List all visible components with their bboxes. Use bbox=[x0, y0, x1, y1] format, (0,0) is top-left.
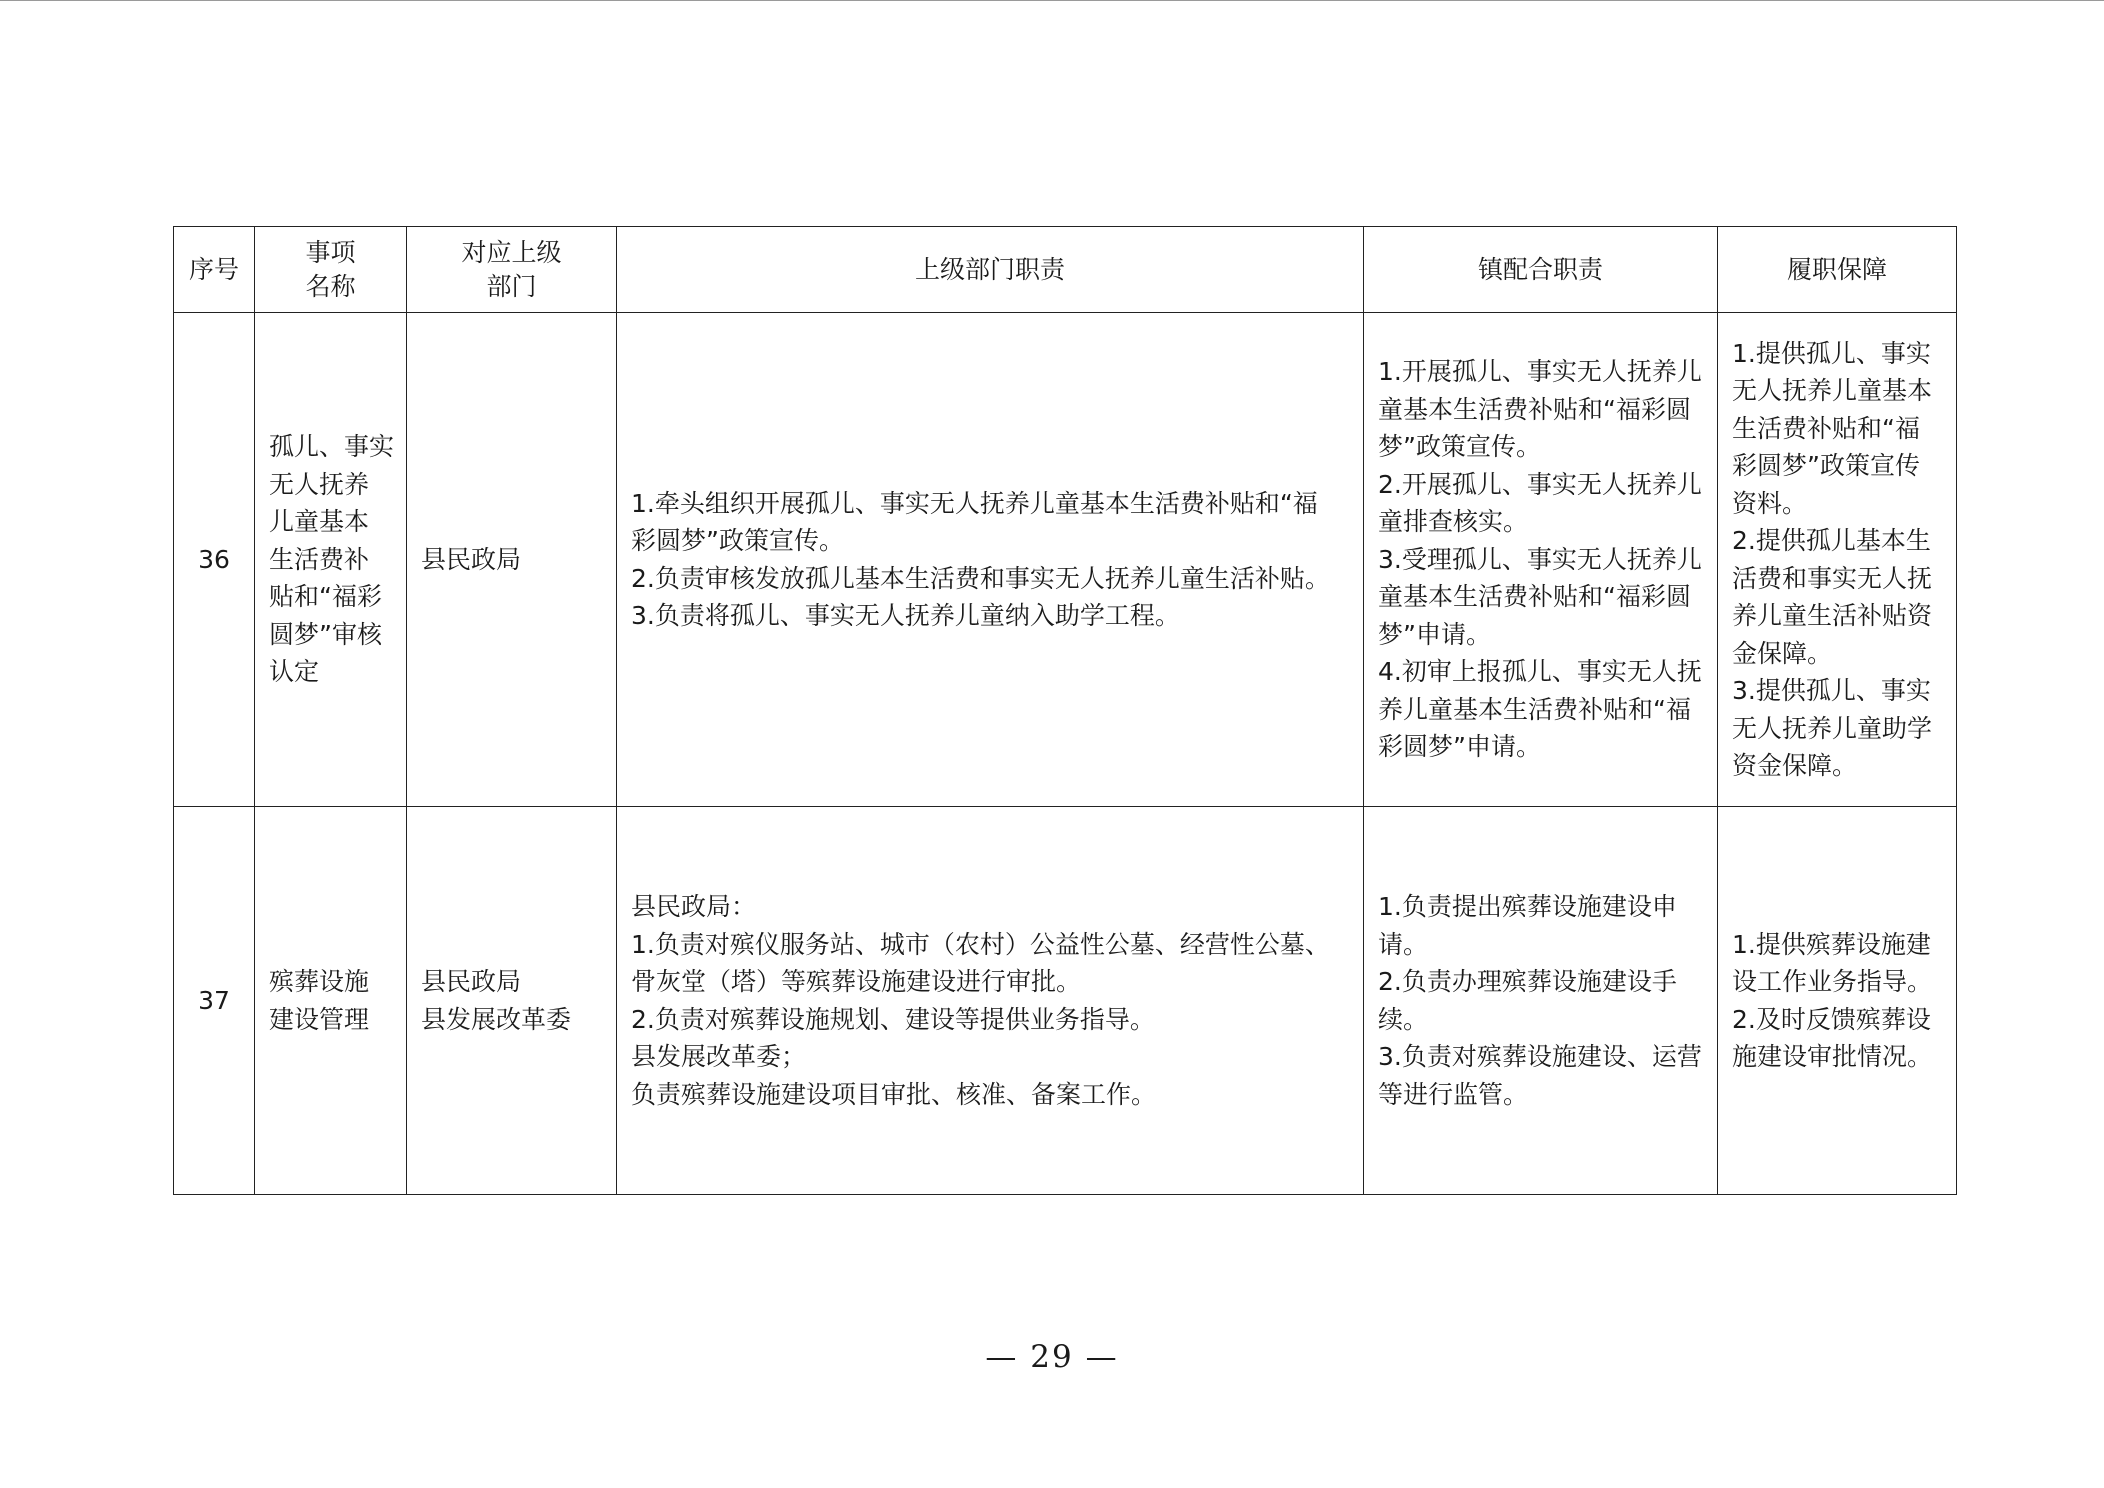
upper-duty-cell: 1.牵头组织开展孤儿、事实无人抚养儿童基本生活费补贴和“福 彩圆梦”政策宣传。 2.负责审核发放孤儿基本生活费和事实无人抚养儿童生活补贴。 3.负责将孤儿、事实无人抚养儿童纳入助学工程。 bbox=[617, 313, 1364, 807]
row-index: 37 bbox=[174, 807, 255, 1195]
header-upper-duty: 上级部门职责 bbox=[617, 227, 1364, 313]
item-name-cell: 孤儿、事实 无人抚养 儿童基本 生活费补 贴和“福彩 圆梦”审核 认定 bbox=[255, 313, 407, 807]
item-name-cell: 殡葬设施 建设管理 bbox=[255, 807, 407, 1195]
upper-dept-cell: 县民政局 bbox=[407, 313, 617, 807]
header-upper-dept: 对应上级 部门 bbox=[407, 227, 617, 313]
page-number: — 29 — bbox=[985, 1339, 1119, 1375]
header-item-name: 事项 名称 bbox=[255, 227, 407, 313]
header-index: 序号 bbox=[174, 227, 255, 313]
table-row bbox=[174, 807, 1957, 1195]
guarantee-cell: 1.提供殡葬设施建 设工作业务指导。 2.及时反馈殡葬设 施建设审批情况。 bbox=[1718, 807, 1957, 1195]
row-index: 36 bbox=[174, 313, 255, 807]
header-guarantee: 履职保障 bbox=[1718, 227, 1957, 313]
table-header-row bbox=[174, 227, 1957, 313]
duty-table bbox=[173, 226, 1957, 1195]
upper-dept-cell: 县民政局 县发展改革委 bbox=[407, 807, 617, 1195]
guarantee-cell: 1.提供孤儿、事实 无人抚养儿童基本 生活费补贴和“福 彩圆梦”政策宣传 资料。 2.提供孤儿基本生 活费和事实无人抚 养儿童生活补贴资 金保障。 3.提供孤儿、事实 无人抚养儿童助学 资金保障。 bbox=[1718, 313, 1957, 807]
upper-duty-cell: 县民政局： 1.负责对殡仪服务站、城市（农村）公益性公墓、经营性公墓、 骨灰堂（塔）等殡葬设施建设进行审批。 2.负责对殡葬设施规划、建设等提供业务指导。 县发展改革委； 负责殡葬设施建设项目审批、核准、备案工作。 bbox=[617, 807, 1364, 1195]
town-duty-cell: 1.负责提出殡葬设施建设申 请。 2.负责办理殡葬设施建设手 续。 3.负责对殡葬设施建设、运营 等进行监管。 bbox=[1364, 807, 1718, 1195]
header-town-duty: 镇配合职责 bbox=[1364, 227, 1718, 313]
table-row bbox=[174, 313, 1957, 807]
town-duty-cell: 1.开展孤儿、事实无人抚养儿 童基本生活费补贴和“福彩圆 梦”政策宣传。 2.开展孤儿、事实无人抚养儿 童排查核实。 3.受理孤儿、事实无人抚养儿 童基本生活费补贴和“福彩圆 梦”申请。 4.初审上报孤儿、事实无人抚 养儿童基本生活费补贴和“福 彩圆梦”申请。 bbox=[1364, 313, 1718, 807]
